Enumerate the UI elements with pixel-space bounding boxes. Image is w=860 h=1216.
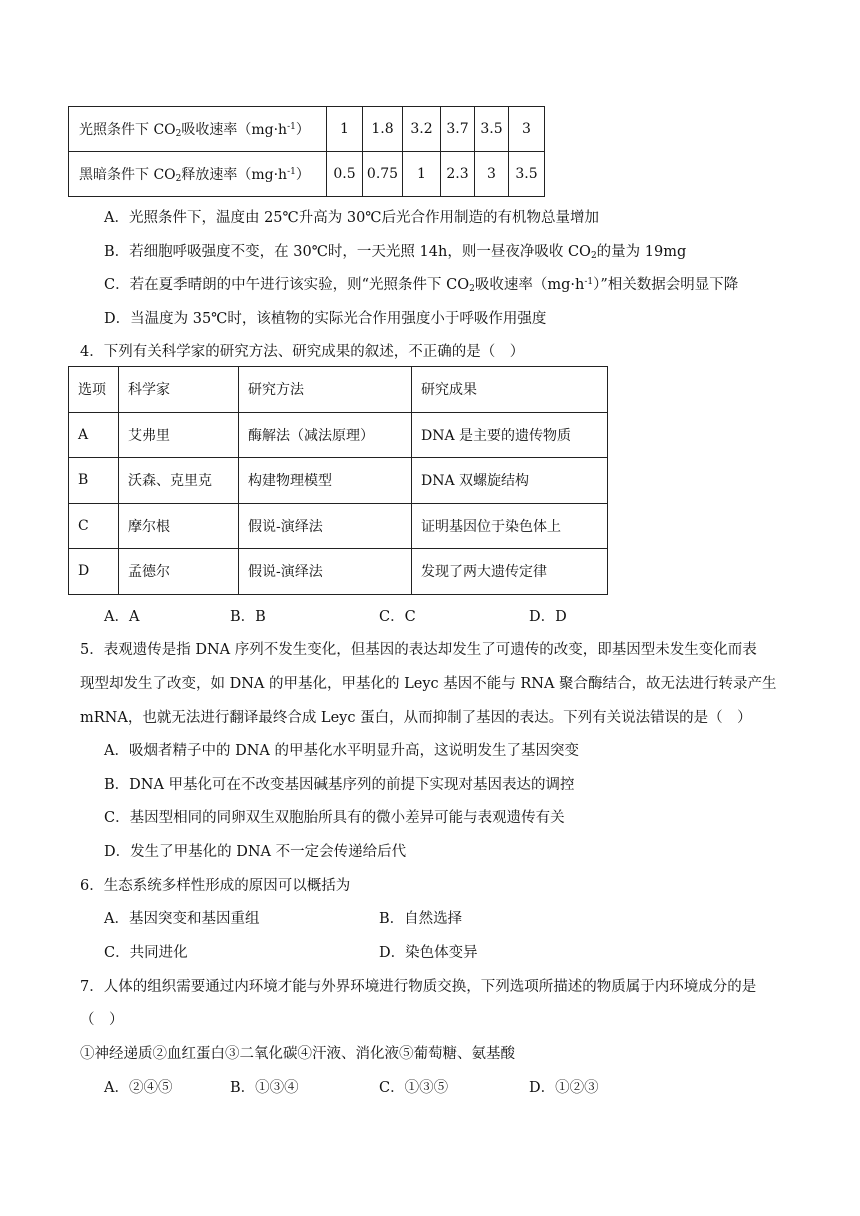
q4-option-b: B．B bbox=[230, 609, 266, 625]
q5-stem-line2: 现型却发生了改变，如 DNA 的甲基化，甲基化的 Leyc 基因不能与 RNA 聚合酶结合，故无法进行转录产生 bbox=[80, 676, 777, 692]
q4-option-d: D．D bbox=[529, 609, 567, 625]
q7-option-d: D．①②③ bbox=[529, 1080, 599, 1096]
q7-option-a: A．②④⑤ bbox=[104, 1080, 173, 1096]
table-cell: 发现了两大遗传定律 bbox=[412, 549, 608, 595]
table-cell: 3.5 bbox=[475, 107, 509, 152]
q4-stem: 4．下列有关科学家的研究方法、研究成果的叙述，不正确的是（ ） bbox=[80, 344, 525, 360]
table-cell: DNA 双螺旋结构 bbox=[412, 458, 608, 504]
q7-option-b: B．①③④ bbox=[230, 1080, 299, 1096]
table-cell: 3.2 bbox=[403, 107, 441, 152]
row-label-light: 光照条件下 $CO_2$吸收速率$(mg\cdot h^{-1})$ bbox=[69, 107, 327, 152]
column-header: 研究方法 bbox=[239, 367, 412, 413]
q7-items: ①神经递质②血红蛋白③二氧化碳④汗液、消化液⑤葡萄糖、氨基酸 bbox=[80, 1046, 515, 1062]
table-cell: 1 bbox=[327, 107, 363, 152]
table-cell: 3 bbox=[509, 107, 545, 152]
table-cell: C bbox=[69, 503, 119, 549]
scientist-table bbox=[68, 366, 608, 595]
table-cell: 沃森、克里克 bbox=[119, 458, 239, 504]
table-cell: 1.8 bbox=[363, 107, 403, 152]
table-cell: 构建物理模型 bbox=[239, 458, 412, 504]
q7-stem-line2: （ ） bbox=[80, 1012, 124, 1028]
q5-stem-line3: mRNA，也就无法进行翻译最终合成 Leyc 蛋白，从而抑制了基因的表达。下列有关说法错误的是（ ） bbox=[80, 710, 752, 726]
table-cell: A bbox=[69, 412, 119, 458]
q5-stem-line1: 5．表观遗传是指 DNA 序列不发生变化，但基因的表达却发生了可遗传的改变，即基因型未发生变化而表 bbox=[80, 642, 757, 658]
q6-option-c: C．共同进化 bbox=[104, 945, 188, 961]
q7-option-c: C．①③⑤ bbox=[379, 1080, 449, 1096]
q5-option-d: D．发生了甲基化的 DNA 不一定会传递给后代 bbox=[104, 844, 407, 860]
table-cell: 1 bbox=[403, 152, 441, 197]
q5-option-a: A．吸烟者精子中的 DNA 的甲基化水平明显升高，这说明发生了基因突变 bbox=[104, 743, 579, 759]
table-row-dark bbox=[69, 152, 545, 197]
column-header: 选项 bbox=[69, 367, 119, 413]
q6-option-d: D．染色体变异 bbox=[379, 945, 478, 961]
table-row bbox=[69, 549, 608, 595]
q6-stem: 6．生态系统多样性形成的原因可以概括为 bbox=[80, 878, 351, 894]
table-cell: 艾弗里 bbox=[119, 412, 239, 458]
table-cell: D bbox=[69, 549, 119, 595]
table-row bbox=[69, 458, 608, 504]
column-header: 科学家 bbox=[119, 367, 239, 413]
table-row-light bbox=[69, 107, 545, 152]
table-cell: 酶解法（减法原理） bbox=[239, 412, 412, 458]
table-header-row bbox=[69, 367, 608, 413]
table-cell: DNA 是主要的遗传物质 bbox=[412, 412, 608, 458]
q3-option-d: D．当温度为 35℃时，该植物的实际光合作用强度小于呼吸作用强度 bbox=[104, 311, 547, 327]
q4-option-c: C．C bbox=[379, 609, 416, 625]
co2-rate-table bbox=[68, 106, 545, 197]
q6-option-a: A．基因突变和基因重组 bbox=[104, 911, 260, 927]
table-cell: 3.5 bbox=[509, 152, 545, 197]
table-cell: 假说-演绎法 bbox=[239, 549, 412, 595]
q5-option-b: B．DNA 甲基化可在不改变基因碱基序列的前提下实现对基因表达的调控 bbox=[104, 777, 575, 793]
table-cell: 假说-演绎法 bbox=[239, 503, 412, 549]
q6-option-b: B．自然选择 bbox=[379, 911, 463, 927]
table-row bbox=[69, 412, 608, 458]
table-cell: 证明基因位于染色体上 bbox=[412, 503, 608, 549]
q4-option-a: A．A bbox=[104, 609, 140, 625]
row-label-dark: 黑暗条件下 $CO_2$释放速率$(mg\cdot h^{-1})$ bbox=[69, 152, 327, 197]
table-cell: 0.5 bbox=[327, 152, 363, 197]
table-cell: 3.7 bbox=[441, 107, 475, 152]
q3-option-c: C．若在夏季晴朗的中午进行该实验，则“光照条件下 $CO_2$吸收速率$(mg\cdot h^{-1})$”相关数据会明显下降 bbox=[104, 277, 739, 294]
q7-stem-line1: 7．人体的组织需要通过内环境才能与外界环境进行物质交换，下列选项所描述的物质属于内环境成分的是 bbox=[80, 979, 757, 995]
column-header: 研究成果 bbox=[412, 367, 608, 413]
table-cell: 3 bbox=[475, 152, 509, 197]
table-cell: 孟德尔 bbox=[119, 549, 239, 595]
q3-option-b: B．若细胞呼吸强度不变，在 30℃时，一天光照 14h，则一昼夜净吸收 $CO_2$的量为 19mg bbox=[104, 244, 687, 261]
q3-option-a: A．光照条件下，温度由 25℃升高为 30℃后光合作用制造的有机物总量增加 bbox=[104, 210, 600, 226]
table-row bbox=[69, 503, 608, 549]
table-cell: 0.75 bbox=[363, 152, 403, 197]
table-cell: B bbox=[69, 458, 119, 504]
table-cell: 2.3 bbox=[441, 152, 475, 197]
q5-option-c: C．基因型相同的同卵双生双胞胎所具有的微小差异可能与表观遗传有关 bbox=[104, 810, 565, 826]
table-cell: 摩尔根 bbox=[119, 503, 239, 549]
